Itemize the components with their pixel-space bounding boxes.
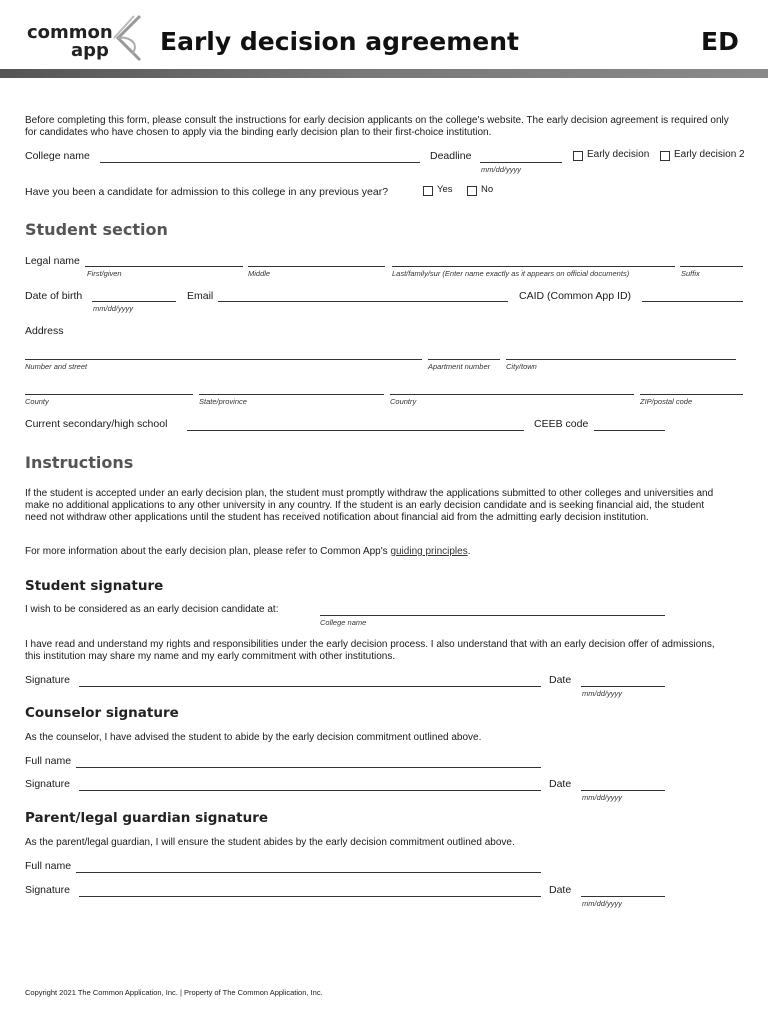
middle-name-field[interactable] (248, 266, 385, 267)
caid-label: CAID (Common App ID) (519, 290, 632, 302)
parent-date-field[interactable] (581, 896, 665, 897)
logo-text-app: app (71, 40, 109, 61)
previous-yes-label: Yes (437, 184, 453, 195)
page-title: Early decision agreement (160, 27, 519, 56)
first-name-hint: First/given (87, 269, 122, 278)
more-info-text (25, 546, 471, 558)
common-app-logo-icon (110, 14, 146, 64)
deadline-hint: mm/dd/yyyy (481, 165, 522, 174)
last-name-field[interactable] (392, 266, 675, 267)
more-info-suffix: . (467, 546, 471, 557)
parent-full-name-field[interactable] (76, 872, 541, 873)
copyright-footer: Copyright 2021 The Common Application, Inc. | Property of The Common Application, Inc. (25, 988, 323, 997)
parent-full-name-label: Full name (25, 860, 72, 872)
counselor-statement: As the counselor, I have advised the student to abide by the early decision commitment outlined above. (25, 732, 482, 743)
student-signature-heading: Student signature (25, 578, 164, 594)
ceeb-field[interactable] (594, 430, 665, 431)
previous-yes-checkbox[interactable] (423, 186, 433, 196)
deadline-field[interactable] (480, 162, 562, 163)
college-name-field[interactable] (100, 162, 420, 163)
email-label: Email (187, 290, 214, 302)
last-name-hint: Last/family/sur (Enter name exactly as it appears on official documents) (392, 269, 630, 278)
early-decision-2-checkbox[interactable] (660, 151, 670, 161)
student-date-hint: mm/dd/yyyy (582, 689, 623, 698)
counselor-full-name-label: Full name (25, 755, 72, 767)
country-field[interactable] (390, 394, 634, 395)
counselor-signature-heading: Counselor signature (25, 705, 179, 721)
parent-date-hint: mm/dd/yyyy (582, 899, 623, 908)
address-label: Address (25, 325, 64, 337)
parent-date-label: Date (549, 884, 572, 896)
more-info-prefix: For more information about the early decision plan, please refer to Common App's (25, 546, 391, 557)
previous-no-checkbox[interactable] (467, 186, 477, 196)
dob-field[interactable] (92, 301, 176, 302)
dob-hint: mm/dd/yyyy (93, 304, 134, 313)
apartment-hint: Apartment number (428, 362, 491, 371)
student-section-heading: Student section (25, 220, 168, 239)
counselor-full-name-field[interactable] (76, 767, 541, 768)
previous-no-label: No (481, 184, 494, 195)
early-decision-label: Early decision (587, 149, 650, 160)
suffix-field[interactable] (680, 266, 743, 267)
intro-text: Before completing this form, please consult the instructions for early decision applicants on the college's website. The early decision agreement is required only for candidates who have chosen to apply via the binding early decision plan to their first-choice institution. (25, 115, 729, 138)
county-field[interactable] (25, 394, 193, 395)
wish-text: I wish to be considered as an early decision candidate at: (25, 604, 279, 615)
suffix-hint: Suffix (681, 269, 700, 278)
previous-candidate-question: Have you been a candidate for admission to this college in any previous year? (25, 186, 389, 198)
logo-text-common: common (27, 22, 113, 43)
instructions-paragraph: If the student is accepted under an early decision plan, the student must promptly withdraw the applications submitted to other colleges and universities and make no additional applications to any other university in any country. If the student is an early decision candidate and is seeking financial aid, the student need not withdraw other applications until the student has received notification about financial aid from the admitting early decision institution. (25, 488, 714, 523)
parent-signature-field[interactable] (79, 896, 541, 897)
counselor-signature-field[interactable] (79, 790, 541, 791)
form-code: ED (701, 27, 739, 56)
school-label: Current secondary/high school (25, 418, 168, 430)
middle-name-hint: Middle (248, 269, 271, 278)
college-name-label: College name (25, 150, 90, 162)
deadline-label: Deadline (430, 150, 472, 162)
country-hint: Country (390, 397, 417, 406)
header-band (0, 69, 768, 78)
ceeb-label: CEEB code (534, 418, 589, 430)
first-name-field[interactable] (85, 266, 243, 267)
parent-signature-heading: Parent/legal guardian signature (25, 810, 269, 826)
student-date-label: Date (549, 674, 572, 686)
early-decision-checkbox[interactable] (573, 151, 583, 161)
legal-name-label: Legal name (25, 255, 80, 267)
parent-signature-label: Signature (25, 884, 70, 896)
dob-label: Date of birth (25, 290, 83, 302)
counselor-signature-label: Signature (25, 778, 70, 790)
student-date-field[interactable] (581, 686, 665, 687)
student-signature-label: Signature (25, 674, 70, 686)
early-decision-2-label: Early decision 2 (674, 149, 745, 160)
ed-college-name-hint: College name (320, 618, 367, 627)
counselor-date-field[interactable] (581, 790, 665, 791)
ed-college-name-field[interactable] (320, 615, 665, 616)
state-hint: State/province (199, 397, 247, 406)
email-field[interactable] (218, 301, 508, 302)
state-field[interactable] (199, 394, 384, 395)
apartment-field[interactable] (428, 359, 500, 360)
guiding-principles-link[interactable]: guiding principles (390, 546, 468, 557)
city-hint: City/town (506, 362, 537, 371)
counselor-date-label: Date (549, 778, 572, 790)
city-field[interactable] (506, 359, 736, 360)
student-signature-field[interactable] (79, 686, 541, 687)
student-statement: I have read and understand my rights and responsibilities under the early decision process. I also understand that with an early decision offer of admissions, this institution may share my name and my early commitment with other institutions. (25, 639, 715, 662)
zip-field[interactable] (640, 394, 743, 395)
street-field[interactable] (25, 359, 422, 360)
county-hint: County (25, 397, 49, 406)
counselor-date-hint: mm/dd/yyyy (582, 793, 623, 802)
street-hint: Number and street (25, 362, 88, 371)
school-field[interactable] (187, 430, 524, 431)
instructions-heading: Instructions (25, 453, 134, 472)
parent-statement: As the parent/legal guardian, I will ensure the student abides by the early decision commitment outlined above. (25, 837, 515, 848)
caid-field[interactable] (642, 301, 743, 302)
zip-hint: ZIP/postal code (640, 397, 693, 406)
